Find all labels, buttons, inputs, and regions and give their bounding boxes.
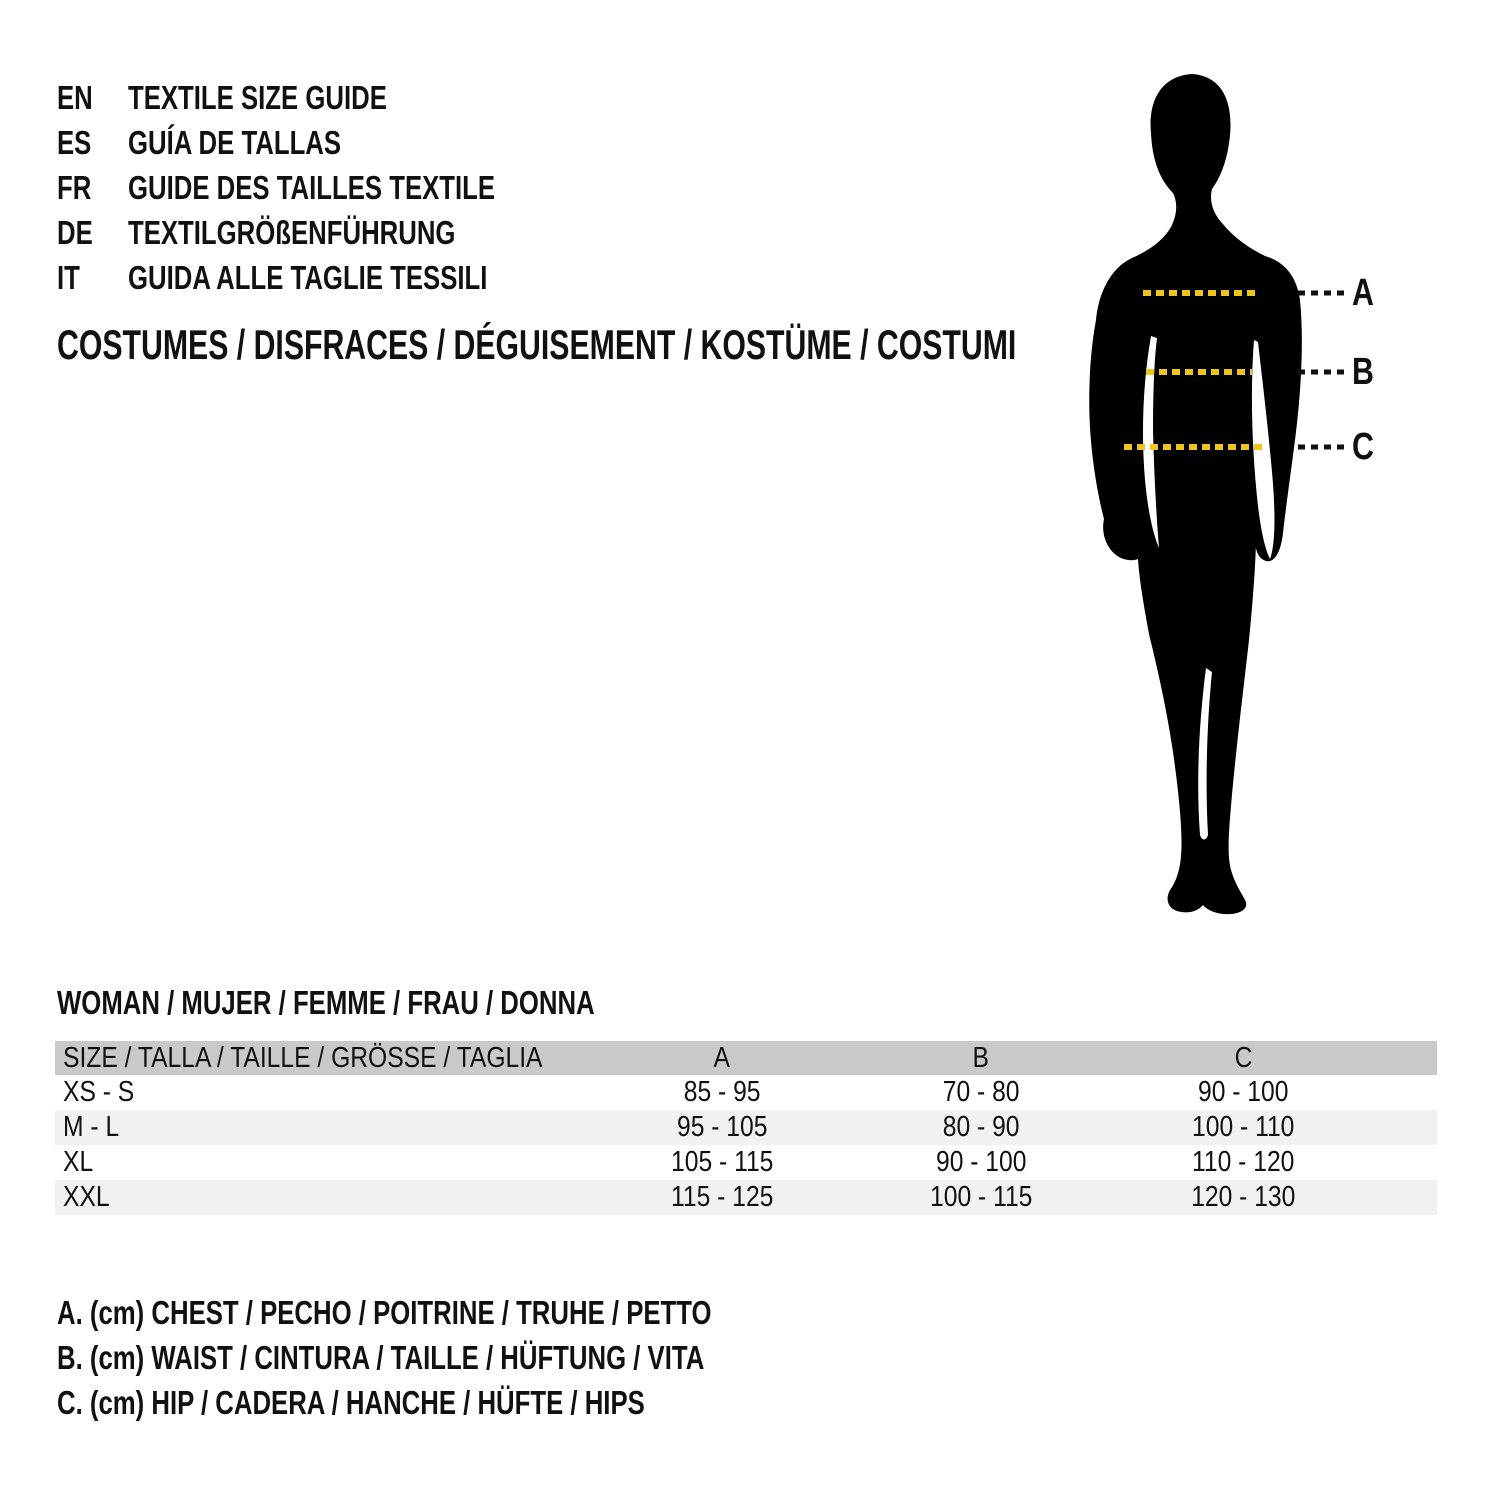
table-row [55,1075,1437,1110]
language-code: IT [57,259,80,296]
measurement-legend [57,1290,896,1425]
size-cell: M - L [63,1111,120,1143]
size-cell: XL [63,1146,94,1178]
size-cell: XXL [63,1181,110,1213]
table-header-col-a: A [713,1042,731,1074]
table-header-row [55,1041,1437,1075]
language-row [57,75,599,120]
language-row [57,120,599,165]
woman-silhouette-figure [1040,60,1500,930]
waist-cell: 100 - 115 [929,1181,1033,1213]
section-title-text: WOMAN / MUJER / FEMME / FRAU / DONNA [57,984,595,1021]
language-title: GUÍA DE TALLAS [128,124,342,161]
legend-item-chest: A. (cm) CHEST / PECHO / POITRINE / TRUHE / PETTO [57,1294,712,1331]
category-heading: COSTUMES / DISFRACES / DÉGUISEMENT / KOSTÜME / COSTUMI [57,321,1017,368]
language-row [57,255,599,300]
language-title: GUIDA ALLE TAGLIE TESSILI [128,259,488,296]
language-title-list [57,75,599,300]
language-code: FR [57,169,92,206]
figure-label-c: C [1352,426,1374,468]
language-code: DE [57,214,93,251]
size-cell: XS - S [63,1076,135,1108]
table-row [55,1145,1437,1180]
legend-item-waist: B. (cm) WAIST / CINTURA / TAILLE / HÜFTUNG / VITA [57,1339,705,1376]
hip-cell: 110 - 120 [1192,1146,1295,1178]
legend-item-hip: C. (cm) HIP / CADERA / HANCHE / HÜFTE / HIPS [57,1384,645,1421]
section-title [57,986,746,1020]
chest-cell: 105 - 115 [670,1146,773,1178]
table-row [55,1180,1437,1215]
figure-label-a: A [1352,272,1374,314]
language-title: TEXTILE SIZE GUIDE [128,79,387,116]
waist-cell: 70 - 80 [942,1076,1020,1108]
language-title: GUIDE DES TAILLES TEXTILE [128,169,496,206]
language-code: ES [57,124,92,161]
size-table [55,1041,1437,1215]
table-header-col-b: B [972,1042,990,1074]
language-row [57,210,599,255]
language-row [57,165,599,210]
hip-cell: 90 - 100 [1198,1076,1289,1108]
chest-cell: 115 - 125 [670,1181,773,1213]
table-header-size-cell [55,1041,594,1075]
hip-cell: 120 - 130 [1191,1181,1296,1213]
table-header-size-label: SIZE / TALLA / TAILLE / GRÖSSE / TAGLIA [63,1042,543,1074]
table-header-col-c: C [1234,1042,1253,1074]
waist-cell: 90 - 100 [935,1146,1027,1178]
waist-cell: 80 - 90 [942,1111,1020,1143]
chest-cell: 85 - 95 [683,1076,761,1108]
hip-cell: 100 - 110 [1192,1111,1295,1143]
figure-label-b: B [1352,351,1374,393]
table-row [55,1110,1437,1145]
language-code: EN [57,79,93,116]
chest-cell: 95 - 105 [676,1111,768,1143]
language-title: TEXTILGRÖßENFÜHRUNG [128,214,456,251]
